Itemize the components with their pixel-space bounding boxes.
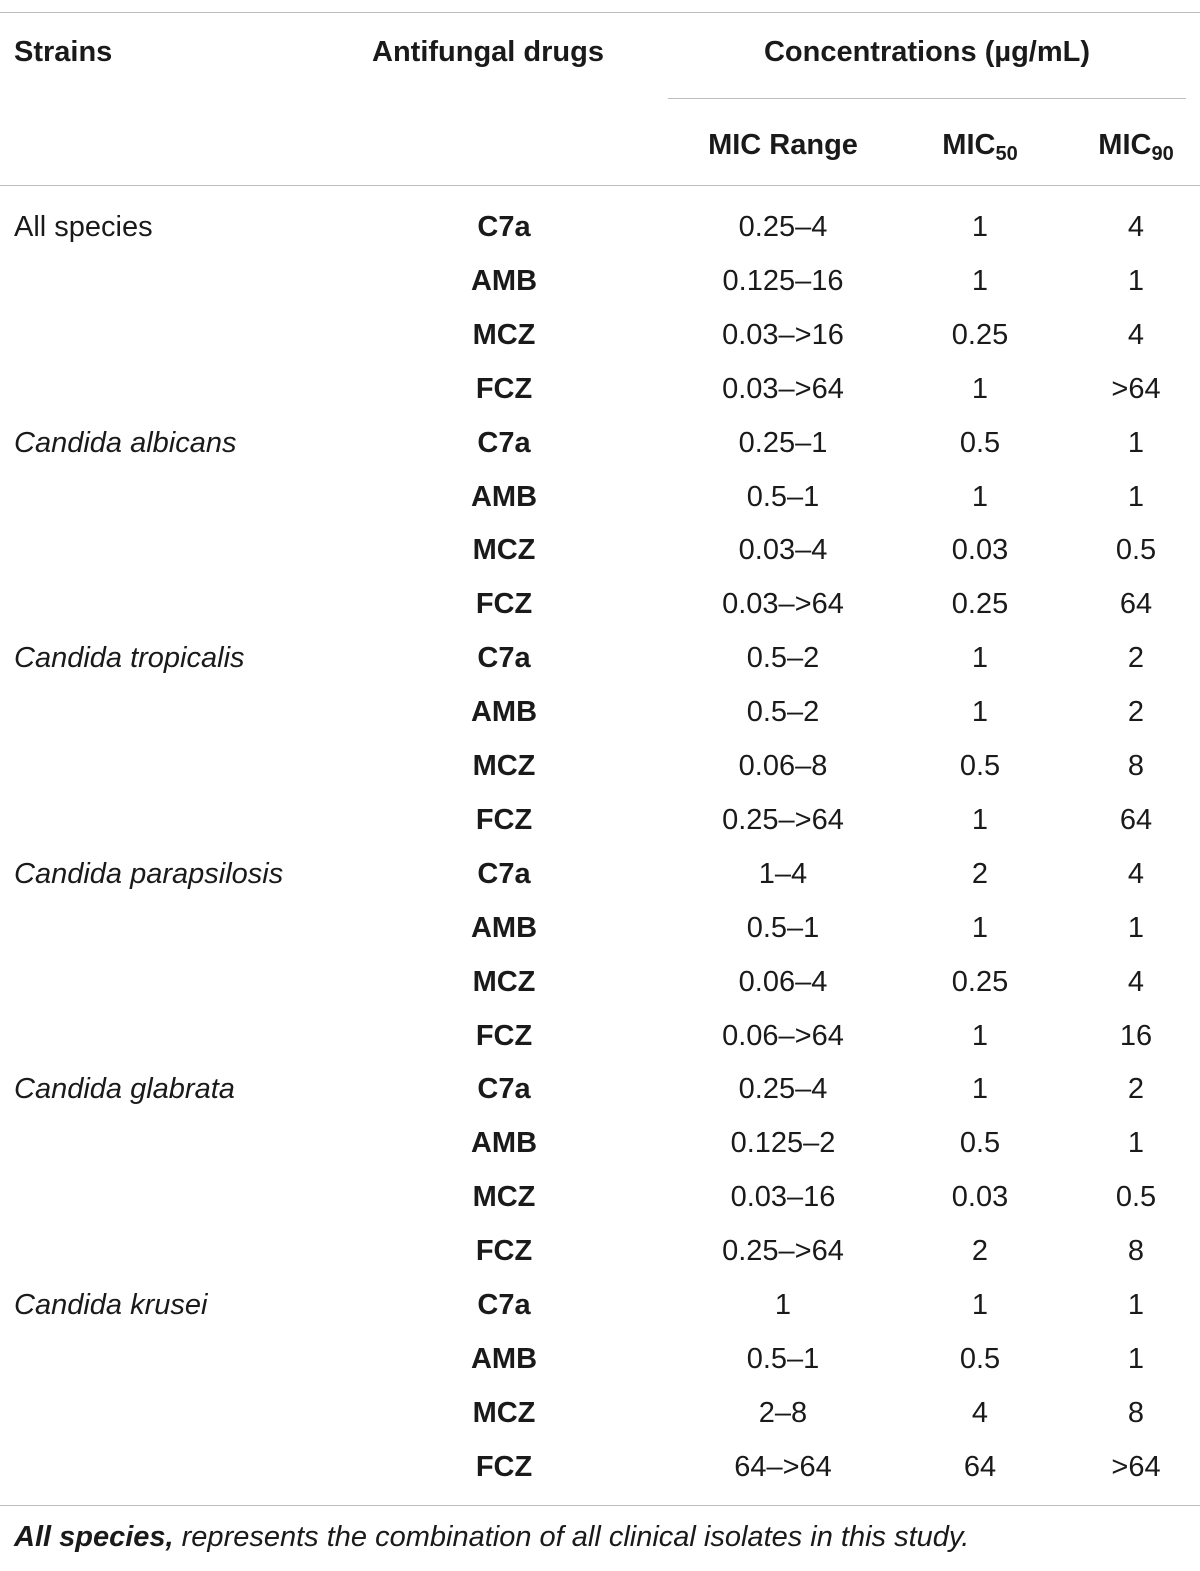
cell-drug: AMB (470, 265, 538, 297)
cell-mic50: 0.25 (951, 319, 1009, 351)
top-rule (0, 12, 1200, 13)
cell-mic90: 8 (1127, 1397, 1145, 1429)
cell-mic50: 1 (971, 696, 989, 728)
cell-mic50: 1 (971, 481, 989, 513)
cell-mic50: 0.03 (951, 1181, 1009, 1213)
cell-mic-range: 0.03–16 (730, 1181, 836, 1213)
cell-mic90: >64 (1111, 373, 1161, 405)
cell-drug: C7a (477, 642, 531, 674)
cell-mic50: 0.03 (951, 534, 1009, 566)
bottom-rule (0, 1505, 1200, 1506)
cell-mic90: 0.5 (1115, 534, 1157, 566)
header-rule (0, 185, 1200, 186)
header-strains: Strains (14, 36, 113, 68)
cell-mic-range: 0.5–1 (746, 912, 820, 944)
footnote-text: represents the combination of all clinical isolates in this study. (173, 1521, 970, 1553)
cell-drug: FCZ (475, 804, 533, 836)
cell-mic90: 1 (1127, 265, 1145, 297)
cell-mic-range: 0.25–>64 (722, 1235, 844, 1267)
cell-mic90: 2 (1127, 1073, 1145, 1105)
cell-drug: FCZ (475, 1235, 533, 1267)
cell-drug: MCZ (472, 750, 536, 782)
cell-mic-range: 0.03–4 (738, 534, 828, 566)
cell-drug: AMB (470, 912, 538, 944)
footnote-emphasis: All species, (14, 1521, 174, 1553)
cell-mic50: 0.5 (959, 750, 1001, 782)
header-mic90-prefix: MIC (1098, 129, 1152, 161)
cell-mic90: 2 (1127, 642, 1145, 674)
cell-strain: Candida glabrata (14, 1073, 235, 1105)
cell-mic50: 0.5 (959, 1127, 1001, 1159)
header-concentrations: Concentrations (µg/mL) (763, 36, 1091, 68)
cell-mic-range: 0.5–2 (746, 696, 820, 728)
cell-mic-range: 0.5–2 (746, 642, 820, 674)
cell-mic-range: 0.25–>64 (722, 804, 844, 836)
cell-strain: Candida tropicalis (14, 642, 245, 674)
cell-mic50: 0.25 (951, 588, 1009, 620)
cell-drug: AMB (470, 1127, 538, 1159)
cell-mic-range: 64–>64 (734, 1451, 832, 1483)
cell-mic90: 0.5 (1115, 1181, 1157, 1213)
header-mic50 (930, 128, 1030, 165)
cell-mic50: 4 (971, 1397, 989, 1429)
cell-mic50: 0.5 (959, 427, 1001, 459)
cell-drug: MCZ (472, 534, 536, 566)
cell-mic-range: 0.125–2 (730, 1127, 836, 1159)
cell-mic-range: 0.25–1 (738, 427, 828, 459)
cell-mic90: 1 (1127, 427, 1145, 459)
cell-drug: MCZ (472, 1181, 536, 1213)
cell-mic50: 1 (971, 211, 989, 243)
cell-drug: C7a (477, 1073, 531, 1105)
cell-drug: MCZ (472, 319, 536, 351)
cell-mic50: 1 (971, 804, 989, 836)
cell-mic-range: 0.03–>64 (722, 588, 844, 620)
header-mic50-sub: 50 (995, 143, 1018, 165)
cell-mic90: 8 (1127, 1235, 1145, 1267)
cell-mic-range: 0.25–4 (738, 211, 828, 243)
cell-mic90: 4 (1127, 858, 1145, 890)
cell-mic90: 2 (1127, 696, 1145, 728)
cell-mic-range: 0.06–4 (738, 966, 828, 998)
cell-mic-range: 0.06–8 (738, 750, 828, 782)
table-footnote (14, 1520, 969, 1554)
cell-mic50: 0.5 (959, 1343, 1001, 1375)
cell-drug: C7a (477, 427, 531, 459)
cell-mic50: 1 (971, 373, 989, 405)
cell-mic90: >64 (1111, 1451, 1161, 1483)
cell-strain: All species (14, 211, 153, 243)
cell-drug: C7a (477, 1289, 531, 1321)
cell-mic-range: 0.03–>16 (722, 319, 844, 351)
cell-mic50: 2 (971, 1235, 989, 1267)
cell-mic-range: 0.5–1 (746, 1343, 820, 1375)
cell-mic90: 1 (1127, 1289, 1145, 1321)
cell-mic-range: 1–4 (758, 858, 808, 890)
cell-drug: FCZ (475, 1020, 533, 1052)
cell-mic90: 16 (1119, 1020, 1153, 1052)
cell-mic90: 4 (1127, 966, 1145, 998)
header-mic-range: MIC Range (708, 129, 858, 161)
cell-mic50: 2 (971, 858, 989, 890)
cell-mic50: 1 (971, 1020, 989, 1052)
cell-mic-range: 0.5–1 (746, 481, 820, 513)
cell-mic50: 0.25 (951, 966, 1009, 998)
cell-mic-range: 2–8 (758, 1397, 808, 1429)
cell-drug: AMB (470, 1343, 538, 1375)
cell-strain: Candida albicans (14, 427, 237, 459)
cell-drug: FCZ (475, 373, 533, 405)
cell-drug: AMB (470, 696, 538, 728)
cell-mic50: 1 (971, 642, 989, 674)
cell-mic90: 1 (1127, 912, 1145, 944)
header-antifungal-drugs: Antifungal drugs (372, 36, 604, 68)
cell-mic-range: 1 (774, 1289, 792, 1321)
cell-mic90: 4 (1127, 319, 1145, 351)
cell-mic50: 1 (971, 912, 989, 944)
cell-mic90: 1 (1127, 481, 1145, 513)
cell-drug: MCZ (472, 966, 536, 998)
cell-drug: FCZ (475, 1451, 533, 1483)
header-mic90-sub: 90 (1151, 143, 1174, 165)
cell-mic90: 1 (1127, 1127, 1145, 1159)
cell-mic90: 4 (1127, 211, 1145, 243)
cell-mic90: 64 (1119, 804, 1153, 836)
cell-strain: Candida parapsilosis (14, 858, 284, 890)
cell-mic90: 64 (1119, 588, 1153, 620)
cell-mic50: 1 (971, 265, 989, 297)
concentrations-subrule (668, 98, 1186, 99)
cell-mic-range: 0.125–16 (722, 265, 844, 297)
cell-mic50: 64 (963, 1451, 997, 1483)
cell-mic50: 1 (971, 1289, 989, 1321)
cell-drug: C7a (477, 858, 531, 890)
cell-mic-range: 0.06–>64 (722, 1020, 844, 1052)
cell-mic90: 1 (1127, 1343, 1145, 1375)
cell-drug: AMB (470, 481, 538, 513)
cell-strain: Candida krusei (14, 1289, 208, 1321)
header-mic90 (1086, 128, 1186, 165)
cell-drug: C7a (477, 211, 531, 243)
cell-mic50: 1 (971, 1073, 989, 1105)
header-mic50-prefix: MIC (942, 129, 996, 161)
cell-mic-range: 0.25–4 (738, 1073, 828, 1105)
cell-mic90: 8 (1127, 750, 1145, 782)
cell-drug: MCZ (472, 1397, 536, 1429)
cell-drug: FCZ (475, 588, 533, 620)
cell-mic-range: 0.03–>64 (722, 373, 844, 405)
